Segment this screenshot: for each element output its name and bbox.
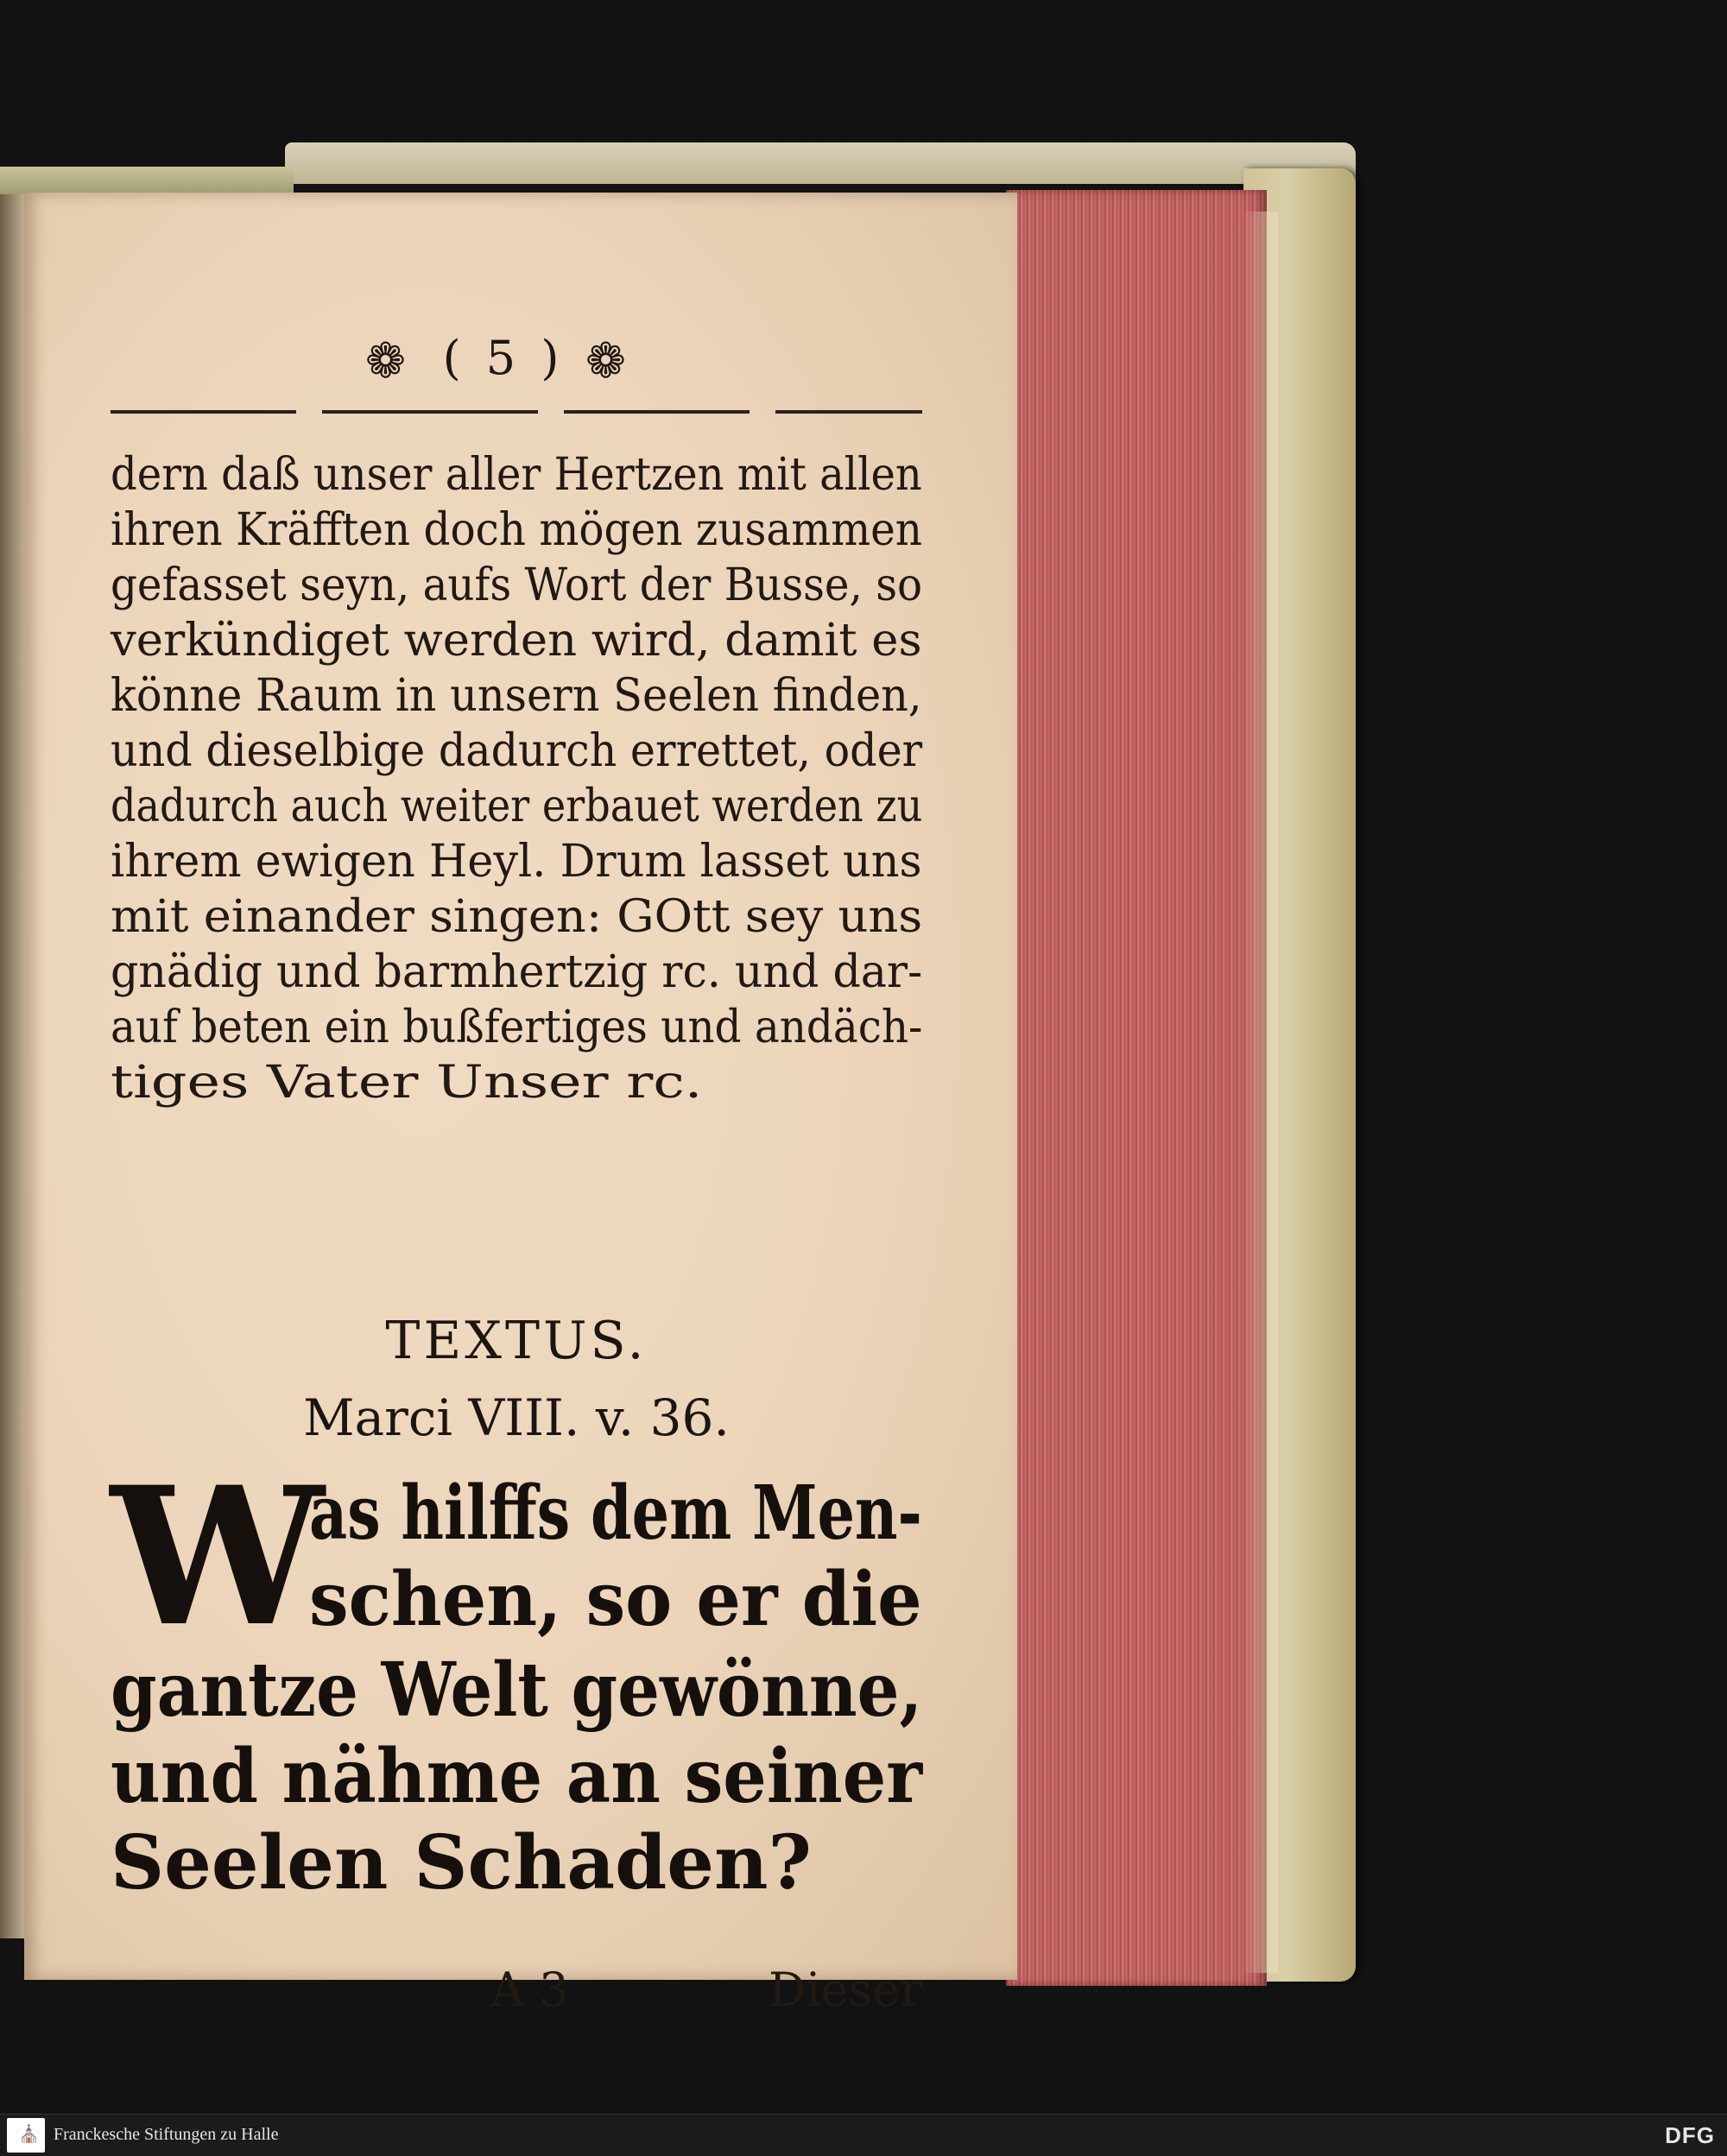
scripture-reference: Marci VIII. v. 36. [303,1388,730,1447]
text-line: und dieselbige dadurch errettet, oder [111,725,923,777]
scripture-verse [111,1445,923,1954]
dfg-logo[interactable]: DFG [1665,2122,1715,2148]
drop-cap: W [111,1445,325,1668]
text-line: dadurch auch weiter erbauet werden zu [111,781,923,832]
book-cover-top [285,142,1356,184]
header-rule [322,410,538,414]
text-line: mit einander singen: GOtt sey uns [111,891,923,943]
flower-ornament-icon: ❁ [585,333,626,389]
institution-logo-icon[interactable] [7,2118,45,2153]
institution-name[interactable]: Franckesche Stiftungen zu Halle [54,2125,279,2144]
signature-mark: A 3 [490,1963,569,2017]
header-rule [775,410,922,414]
text-line: ihrem ewigen Heyl. Drum lasset uns [111,836,922,888]
catchword: Dieser [768,1963,922,2017]
page-edge-shade [1243,212,1278,1973]
text-line: ihren Kräfften doch mögen zusammen [111,504,922,556]
page-number: ( 5 ) [442,331,565,385]
body-paragraph [111,447,922,1110]
verse-line: schen, so er die [309,1556,922,1643]
book-page [24,193,1017,2017]
viewer-footer [0,2114,1727,2156]
text-line: auf beten ein bußfertiges und andäch- [111,1002,923,1053]
running-head [111,331,922,434]
verse-line: as hilffs dem Men- [309,1470,922,1557]
text-line: könne Raum in unsern Seelen finden, [111,670,922,722]
logo-glyph: ⛪ [18,2123,40,2144]
text-line: gnädig und barmhertzig rc. und dar- [111,946,923,998]
header-rule [111,410,296,414]
verse-line: Seelen Schaden? [111,1819,812,1906]
book [0,142,1360,2017]
text-line: gefasset seyn, aufs Wort der Busse, so [111,560,923,611]
text-line: tiges Vater Unser rc. [111,1057,703,1109]
flower-ornament-icon: ❁ [365,333,406,389]
verse-line: und nähme an seiner [111,1733,923,1820]
header-rule [564,410,750,414]
text-line: dern daß unser aller Hertzen mit allen [111,449,922,501]
section-heading: TEXTUS. [385,1311,648,1371]
text-line: verkündiget werden wird, damit es [111,615,922,667]
verse-line: gantze Welt gewönne, [111,1647,923,1734]
